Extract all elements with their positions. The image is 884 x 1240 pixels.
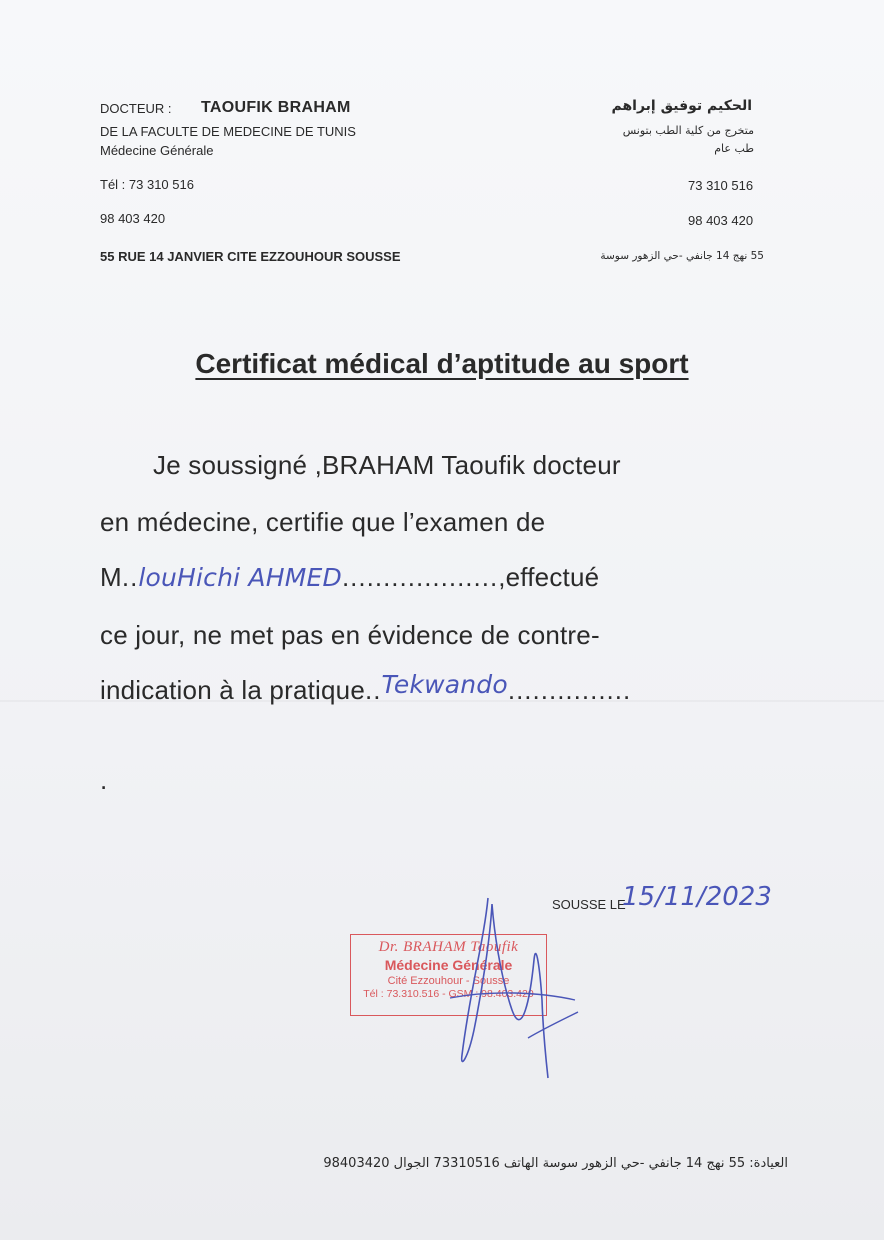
handwritten-patient-name: louHichi AHMED	[138, 563, 342, 592]
stamp-specialty: Médecine Générale	[384, 957, 513, 973]
fill-dots: ..	[364, 675, 382, 705]
fill-dots: ...............	[507, 675, 632, 705]
body-line-5	[100, 670, 790, 706]
place-label: SOUSSE LE	[552, 897, 626, 912]
doctor-specialty-arabic: طب عام	[714, 142, 754, 155]
fill-dots: ...................	[341, 562, 499, 592]
doctor-address: 55 RUE 14 JANVIER CITE EZZOUHOUR SOUSSE	[100, 249, 401, 264]
doctor-name-arabic: الحكيم توفيق إبراهم	[611, 98, 752, 114]
doctor-specialty: Médecine Générale	[100, 143, 214, 158]
doctor-faculty: DE LA FACULTE DE MEDECINE DE TUNIS	[100, 124, 356, 139]
handwritten-sport: Tekwando	[381, 670, 508, 699]
stamp-name: Dr. BRAHAM Taoufik	[378, 939, 519, 955]
doctor-gsm: 98 403 420	[100, 211, 166, 226]
stamp-address: Cité Ezzouhour - Sousse	[387, 975, 510, 987]
handwritten-date: 15/11/2023	[622, 882, 772, 912]
body-line-1: Je soussigné ,BRAHAM Taoufik docteur	[153, 450, 621, 480]
handwritten-signature	[430, 880, 590, 1090]
doctor-gsm-right: 98 403 420	[688, 213, 754, 228]
effectue-text: ,effectué	[498, 562, 600, 592]
certificate-title: Certificat médical d’aptitude au sport	[195, 348, 689, 379]
stamp-phones: Tél : 73.310.516 - GSM : 98.403.420	[363, 988, 534, 1000]
stray-dot: .	[100, 765, 108, 795]
doctor-name: TAOUFIK BRAHAM	[201, 99, 351, 116]
fill-dots: ..	[121, 562, 139, 592]
doctor-address-arabic: 55 نهج 14 جانفي -حي الزهور سوسة	[600, 250, 764, 262]
indication-text: indication à la pratique	[100, 675, 365, 705]
body-line-3	[100, 562, 750, 593]
body-line-2: en médecine, certifie que l’examen de	[100, 507, 546, 537]
doctor-label: DOCTEUR :	[100, 101, 172, 116]
body-line-4: ce jour, ne met pas en évidence de contre-	[100, 620, 600, 650]
doctor-faculty-arabic: متخرج من كلية الطب بتونس	[622, 124, 754, 137]
doctor-tel-right: 73 310 516	[688, 178, 754, 193]
salutation-prefix: M	[100, 562, 122, 592]
footer-address-arabic: العيادة: 55 نهج 14 جانفي -حي الزهور سوسة الهاتف 73310516 الجوال 98403420	[323, 1156, 788, 1171]
doctor-tel: Tél : 73 310 516	[100, 177, 194, 192]
